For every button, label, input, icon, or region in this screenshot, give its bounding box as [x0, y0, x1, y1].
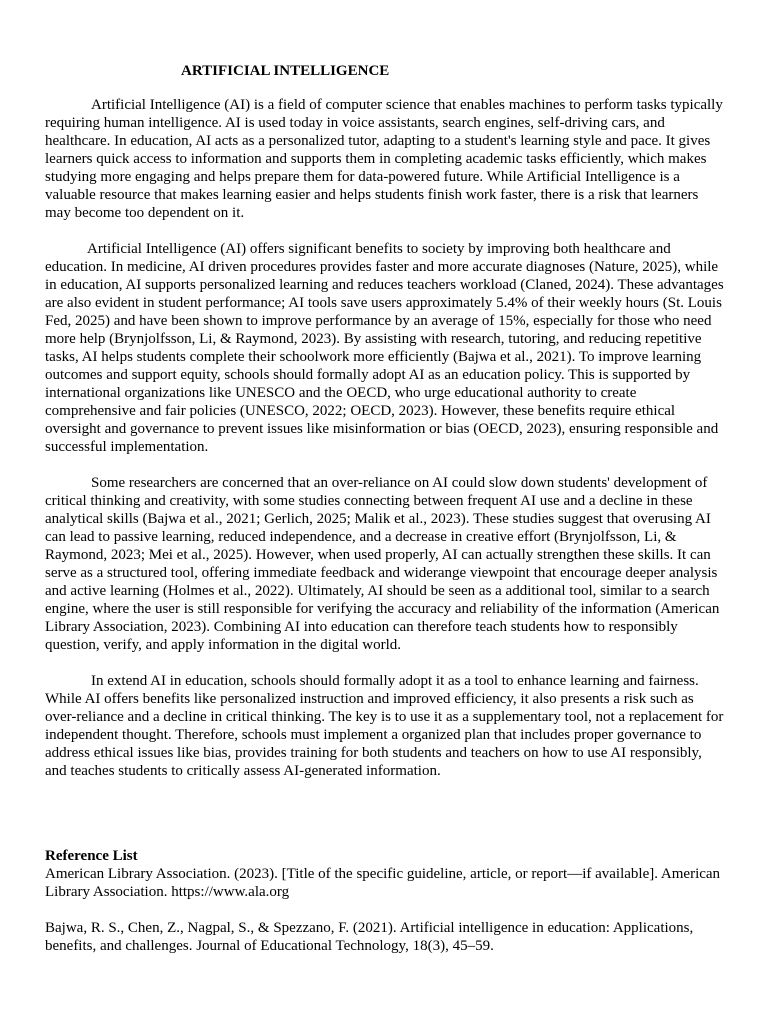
paragraph-concerns: Some researchers are concerned that an over-reliance on AI could slow down students' development of critical thinking and creativity, with some studies connecting between frequent AI use and a decline in these analytical skills (Bajwa et al., 2021; Gerlich, 2025; Malik et al., 2023). These studies suggest that overusing AI can lead to passive learning, reduced independence, and a decrease in creative effort (Brynjolfsson, Li, & Raymond, 2023; Mei et al., 2025). However, when used properly, AI can actually strengthen these skills. It can serve as a structured tool, offering immediate feedback and widerange viewpoint that encourage deeper analysis and active learning (Holmes et al., 2022). Ultimately, AI should be seen as a additional tool, similar to a search engine, where the user is still responsible for verifying the accuracy and reliability of the information (American Library Association, 2023). Combining AI into education can therefore teach students how to responsibly question, verify, and apply information in the digital world. — [45, 475, 720, 653]
document-body — [45, 62, 725, 798]
reference-item-bajwa: Bajwa, R. S., Chen, Z., Nagpal, S., & Spezzano, F. (2021). Artificial intelligence in education: Applications, benefits, and challenges. Journal of Educational Technology, 18(3), 45–59. — [45, 920, 694, 954]
paragraph-benefits: Artificial Intelligence (AI) offers significant benefits to society by improving both healthcare and education. In medicine, AI driven procedures provides faster and more accurate diagnoses (Nature, 2025), while in education, AI supports personalized learning and reduces teachers workload (Claned, 2024). These advantages are also evident in student performance; AI tools save users approximately 5.4% of their weekly hours (St. Louis Fed, 2025) and have been shown to improve performance by an average of 15%, especially for those who need more help (Brynjolfsson, Li, & Raymond, 2023). By assisting with research, tutoring, and reducing repetitive tasks, AI helps students complete their schoolwork more efficiently (Bajwa et al., 2021). To improve learning outcomes and support equity, schools should formally adopt AI as an education policy. This is supported by international organizations like UNESCO and the OECD, who urge educational authority to create comprehensive and fair policies (UNESCO, 2022; OECD, 2023). However, these benefits require ethical oversight and governance to prevent issues like misinformation or bias (OECD, 2023), ensuring responsible and successful implementation. — [45, 241, 724, 455]
reference-list — [45, 847, 735, 973]
reference-list-heading: Reference List — [45, 848, 138, 864]
document-title: ARTIFICIAL INTELLIGENCE — [181, 63, 390, 79]
paragraph-conclusion: In extend AI in education, schools should formally adopt it as a tool to enhance learning and fairness. While AI offers benefits like personalized instruction and improved efficiency, it also presents a risk such as over-reliance and a decline in critical thinking. The key is to use it as a supplementary tool, not a replacement for independent thought. Therefore, schools must implement a organized plan that includes proper governance to address ethical issues like bias, provides training for both students and teachers on how to use AI responsibly, and teaches students to critically assess AI-generated information. — [45, 673, 724, 779]
paragraph-introduction: Artificial Intelligence (AI) is a field of computer science that enables machines to perform tasks typically requiring human intelligence. AI is used today in voice assistants, search engines, self-driving cars, and healthcare. In education, AI acts as a personalized tutor, adapting to a student's learning style and pace. It gives learners quick access to information and supports them in completing academic tasks efficiently, which makes studying more engaging and helps prepare them for data-powered future. While Artificial Intelligence is a valuable resource that makes learning easier and helps students finish work faster, there is a risk that learners may become too dependent on it. — [45, 97, 723, 221]
reference-item-ala: American Library Association. (2023). [Title of the specific guideline, article, or report—if available]. American Library Association. https://www.ala.org — [45, 866, 721, 900]
